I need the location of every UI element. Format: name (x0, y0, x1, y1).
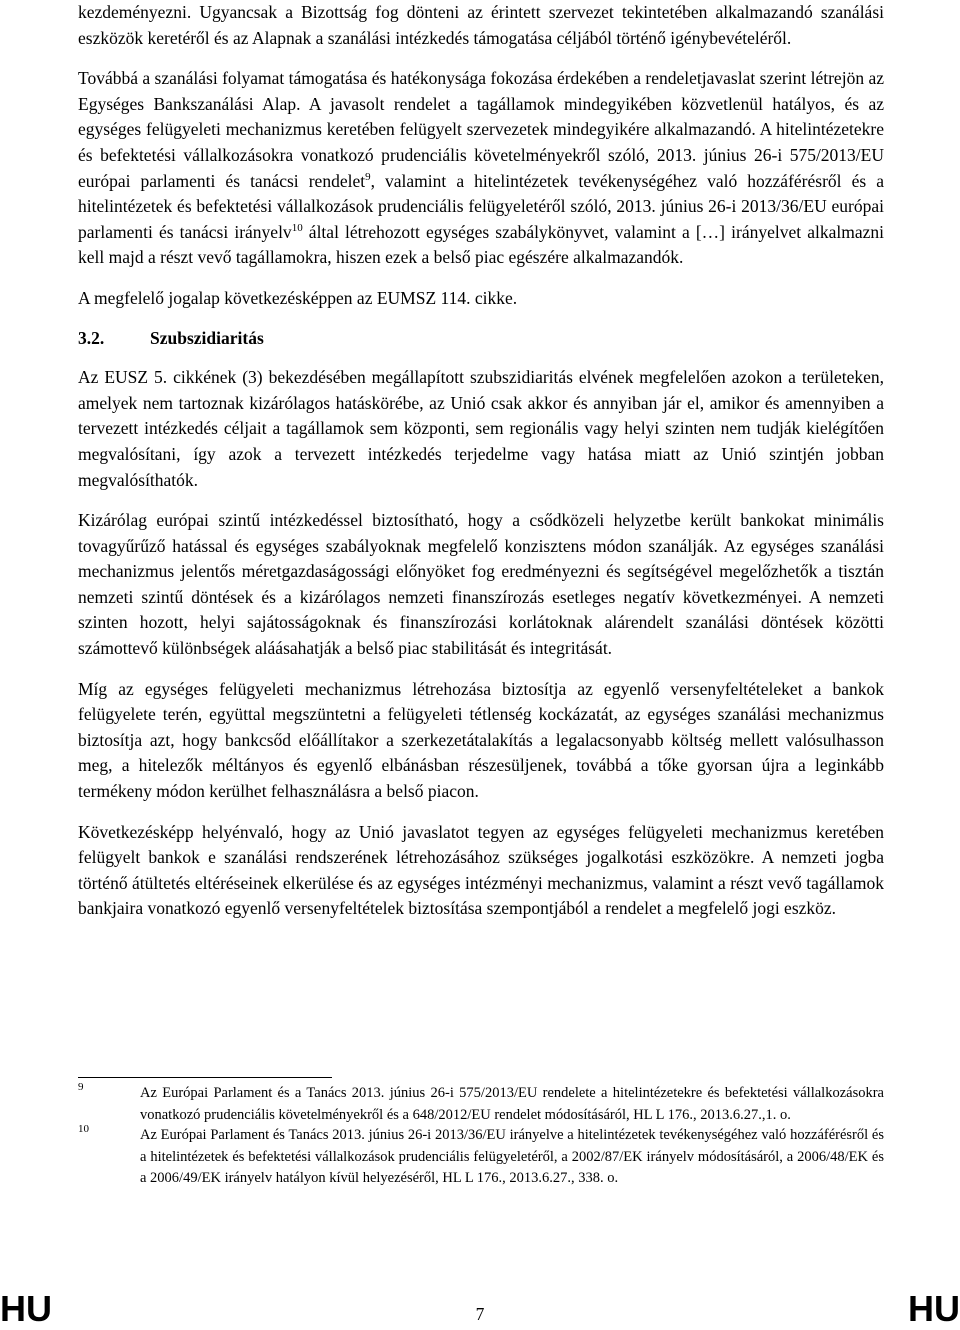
footnote-number: 9 (78, 1081, 84, 1093)
paragraph: Kizárólag európai szintű intézkedéssel biztosítható, hogy a csődközeli helyzetbe került bankokat minimális tovagyűrűző hatással és egységes szabályoknak megfelelő konzisztens módon szanálják. Az egységes szanálási mechanizmus jelentős méretgazdaságossági előnyöket fog eredményezni és segítségével megelőzhetők a tisztán nemzeti szintű döntések és a kizárólagos nemzeti finanszírozás esetleges negatív következményei. A nemzeti szinten hozott, helyi sajátosságoknak és finanszírozási korlátoknak alárendelt szanálási döntések közötti számottevő különbségek aláásahatják a belső piac stabilitását és integritását. (78, 510, 884, 659)
document-body (78, 0, 884, 922)
page-number: 7 (475, 1304, 485, 1324)
footnote (78, 1083, 884, 1126)
paragraph: Az EUSZ 5. cikkének (3) bekezdésében megállapított szubszidiaritás elvének megfelelően azokon a területeken, amelyek nem tartoznak kizárólagos hatáskörébe, az Unió csak akkor és annyiban jár el, amikor és amennyiben a tervezett intézkedés céljait a tagállamok sem központi, sem regionális vagy helyi szinten nem tudják kielégítően megvalósítani, így azok a tervezett intézkedés terjedelme vagy hatása miatt az Unió szintjén jobban megvalósíthatók. (78, 367, 884, 490)
section-number: 3.2. (78, 327, 105, 348)
footnote-number: 10 (78, 1123, 89, 1136)
paragraph: Míg az egységes felügyeleti mechanizmus létrehozása biztosítja az egyenlő versenyfeltételeket a bankok felügyelete terén, együttal megszüntetni a felügyeleti tétlenség kockázatát, az egységes szanálási mechanizmus biztosítja azt, hogy bankcsőd előállítakor a szerkezetátalakítás a legalacsonyabb költség mellett valósulhasson meg, a hitelezők méltányos és egyenlő elbánásban részesüljenek, továbbá a tőke gyorsan újra a leginkább termékeny módon kerülhet felhasználásra a belső piacon. (78, 678, 884, 802)
paragraph-legal-basis (78, 66, 884, 271)
language-code-right: HU (908, 1288, 960, 1329)
paragraph: kezdeményezni. Ugyancsak a Bizottság fog dönteni az érintett szervezet tekintetében alkalmazandó szanálási eszközök keretéről és az Alapnak a szanálási intézkedés támogatása céljából történő igénybevételéről. (78, 2, 884, 48)
paragraph: Következésképp helyénvaló, hogy az Unió javaslatot tegyen az egységes felügyeleti mechanizmus keretében felügyelt bankok e szanálási rendszerének létrehozásához szükséges jogalkotási eszközökre. A nemzeti jogba történő átültetés eltéréseinek elkerülése és az egységes intézményi mechanizmus, valamint a részt vevő tagállamok bankjaira vonatkozó egyenlő versenyfeltételek biztosítása szempontjából a rendelet a megfelelő jogi eszköz. (78, 821, 884, 919)
footnote-text: Az Európai Parlament és Tanács 2013. június 26-i 2013/36/EU irányelve a hitelintézetek tevékenységéhez való hozzáférésről és a hitelintézetek és befektetési vállalkozások prudenciális felügyeletéről, a 2002/87/EK irányelv módosításáról, a 2006/48/EK és a 2006/49/EK irányelv hatályon kívül helyezéséről, HL L 176., 2013.6.27., 338. o. (140, 1127, 884, 1187)
paragraph-text: által létrehozott egységes szabálykönyvet, valamint a […] irányelvet alkalmazni kell majd a részt vevő tagállamokra, hiszen ezek a belső piac egészére alkalmazandók. (78, 221, 884, 268)
paragraph-text: Továbbá a szanálási folyamat támogatása és hatékonysága fokozása érdekében a rendeletjavaslat szerint létrejön az Egységes Bankszanálási Alap. A javasolt rendelet a tagállamok mindegyikében közvetlenül hatályos, és az egységes felügyeleti mechanizmus keretében felügyelt szervezetek mindegyikére alkalmazandó. A hitelintézetekre és befektetési vállalkozásokra vonatkozó prudenciális követelményekről szóló, 2013. június 26-i 575/2013/EU európai parlamenti és tanácsi rendelet (78, 68, 884, 191)
footnote-text: Az Európai Parlament és a Tanács 2013. június 26-i 575/2013/EU rendelete a hitelintézetekre és befektetési vállalkozásokra vonatkozó prudenciális követelményekről és a 648/2012/EU rendelet módosításáról, HL L 176., 2013.6.27.,1. o. (140, 1085, 884, 1123)
footnote-separator (78, 1077, 332, 1078)
language-code-left: HU (0, 1288, 52, 1329)
section-heading (78, 326, 884, 352)
paragraph-text: , valamint a hitelintézetek tevékenységéhez való hozzáférésről és a hitelintézetek és befektetési vállalkozások prudenciális felügyeletéről szóló, 2013. június 26-i 2013/36/EU európai parlamenti és tanácsi irányelv (78, 170, 884, 242)
section-title: Szubszidiaritás (150, 327, 264, 348)
footnote-reference[interactable]: 9 (365, 170, 371, 183)
footnote-reference[interactable]: 10 (291, 221, 303, 234)
paragraph: A megfelelő jogalap következésképpen az EUMSZ 114. cikke. (78, 287, 518, 308)
footnote (78, 1125, 884, 1190)
footnotes (78, 1083, 884, 1190)
page-footer (0, 1288, 960, 1330)
